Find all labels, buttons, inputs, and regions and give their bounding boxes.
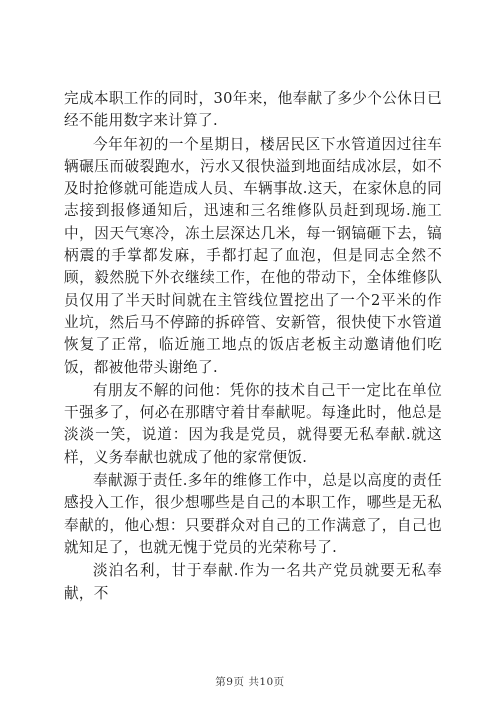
document-body xyxy=(64,88,442,605)
page-number-footer: 第9页 共10页 xyxy=(215,676,285,688)
paragraph-5: 淡泊名利，甘于奉献.作为一名共产党员就要无私奉献，不 xyxy=(64,562,442,602)
paragraph-2: 今年年初的一个星期日，楼居民区下水管道因过往车辆碾压而破裂跑水，污水又很快溢到地面结成冰层，如不及时抢修就可能造成人员、车辆事故.这天，在家休息的同志接到报修通知后，迅速和三名维修队员赶到现场.施工中，因天气寒冷，冻土层深达几米，每一钢镐砸下去，镐柄震的手掌都发麻，手都打起了血泡，但是同志全然不顾，毅然脱下外衣继续工作，在他的带动下，全体维修队员仅用了半天时间就在主管线位置挖出了一个2平米的作业坑，然后马不停蹄的拆碎管、安新管，很快使下水管道恢复了正常，临近施工地点的饭店老板主动邀请他们吃饭，都被他带头谢绝了. xyxy=(64,135,442,376)
paragraph-1: 完成本职工作的同时，30年来，他奉献了多少个公休日已经不能用数字来计算了. xyxy=(64,90,442,130)
paragraph-3: 有朋友不解的问他：凭你的技术自己干一定比在单位干强多了，何必在那瞎守着甘奉献呢。每逢此时，他总是淡淡一笑，说道：因为我是党员，就得要无私奉献.就这样，义务奉献也就成了他的家常便饭. xyxy=(64,381,442,466)
paragraph-4: 奉献源于责任.多年的维修工作中，总是以高度的责任感投入工作，很少想哪些是自己的本职工作，哪些是无私奉献的，他心想：只要群众对自己的工作满意了，自己也就知足了，也就无愧于党员的光荣称号了. xyxy=(64,472,442,556)
